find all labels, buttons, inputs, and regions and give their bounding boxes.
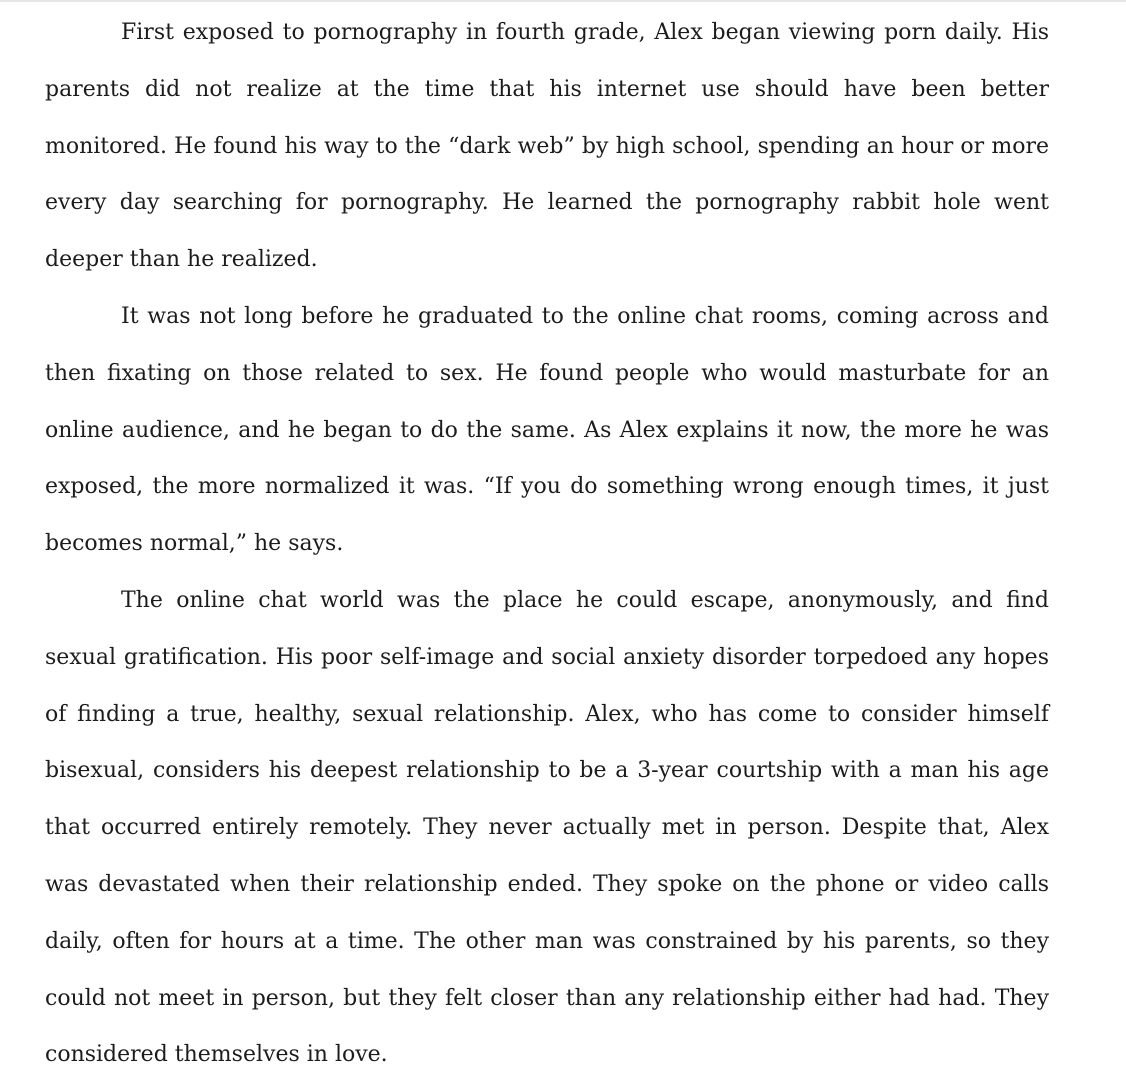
paragraph-3: The online chat world was the place he could escape, anonymously, and find sexual gratification. His poor self-image and social anxiety disorder torpedoed any hopes of finding a true, healthy, sexual relationship. Alex, who has come to consider himself bisexual, considers his deepest relationship to be a 3-year courtship with a man his age that occurred entirely remotely. They never actually met in person. Despite that, Alex was devastated when their relationship ended. They spoke on the phone or video calls daily, often for hours at a time. The other man was constrained by his parents, so they could not meet in person, but they felt closer than any relationship either had had. They considered themselves in love. — [45, 587, 1049, 1068]
top-border — [0, 0, 1126, 2]
paragraph-2: It was not long before he graduated to the online chat rooms, coming across and then fixating on those related to sex. He found people who would masturbate for an online audience, and he began to do the same. As Alex explains it now, the more he was exposed, the more normalized it was. “If you do something wrong enough times, it just becomes normal,” he says. — [45, 303, 1049, 557]
paragraph-1: First exposed to pornography in fourth grade, Alex began viewing porn daily. His parents did not realize at the time that his internet use should have been better monitored. He found his way to the “dark web” by high school, spending an hour or more every day searching for pornography. He learned the pornography rabbit hole went deeper than he realized. — [45, 20, 1049, 273]
document-body — [45, 5, 1049, 1084]
